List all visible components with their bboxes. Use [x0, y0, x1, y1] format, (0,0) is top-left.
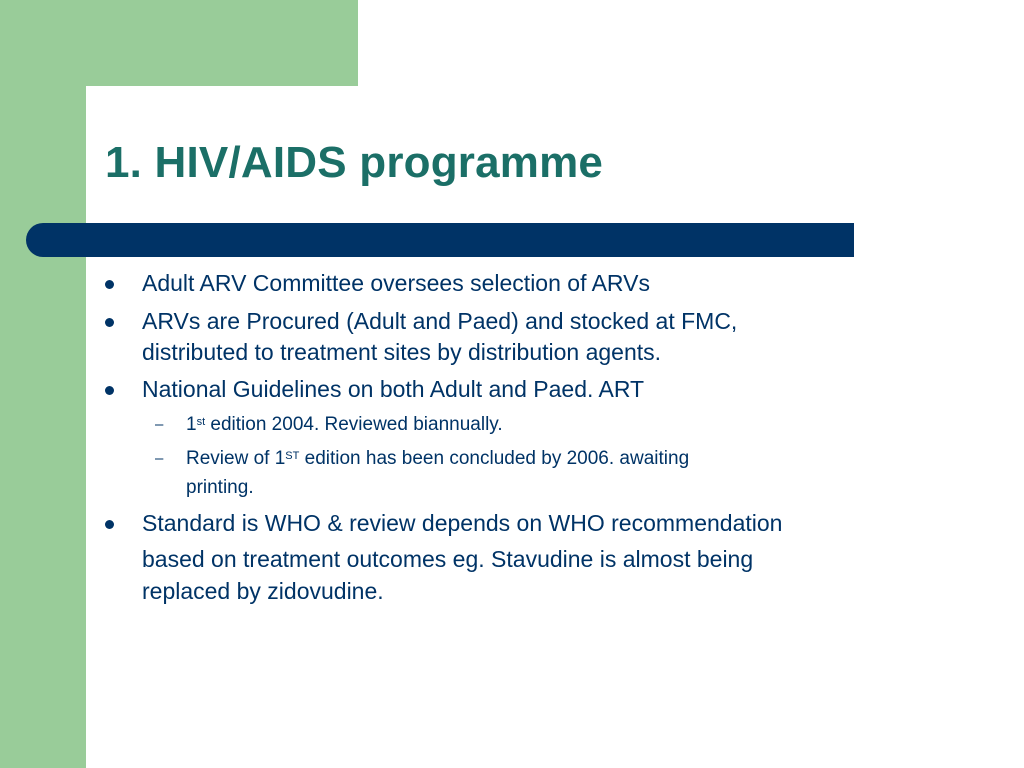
bullet-item	[142, 268, 962, 299]
bullet-text-line: distributed to treatment sites by distribution agents.	[142, 339, 662, 365]
ordinal-superscript: ST	[285, 450, 300, 462]
ordinal-superscript: st	[196, 416, 206, 428]
sub-bullet-text-line	[186, 444, 906, 473]
dash-icon: –	[155, 416, 164, 433]
dash-icon: –	[155, 450, 164, 467]
bullet-dot-icon	[105, 318, 114, 327]
bullet-text-line: ARVs are Procured (Adult and Paed) and stocked at FMC,	[142, 308, 738, 334]
bullet-text: National Guidelines on both Adult and Paed. ART	[142, 376, 645, 402]
sub-bullet-text-start: 1	[186, 414, 197, 435]
bullet-item	[142, 306, 962, 368]
bullet-text-line: Standard is WHO & review depends on WHO recommendation	[142, 510, 783, 536]
slide-title: 1. HIV/AIDS programme	[105, 138, 604, 187]
bullet-text-line: based on treatment outcomes eg. Stavudine is almost being	[142, 546, 754, 572]
sub-bullet-text-end: edition has been concluded by 2006. awaiting	[299, 448, 690, 469]
sub-bullet-text-start: Review of 1	[186, 448, 286, 469]
bullet-dot-icon	[105, 520, 114, 529]
bullet-item	[142, 374, 962, 405]
bullet-text: Adult ARV Committee oversees selection of ARVs	[142, 270, 650, 296]
bullet-dot-icon	[105, 386, 114, 395]
sub-bullet-item	[155, 410, 906, 439]
bullet-item	[142, 506, 962, 604]
sub-bullet-text-end: edition 2004. Reviewed biannually.	[205, 414, 503, 435]
sub-bullet-item	[155, 444, 906, 502]
bullet-text-line: replaced by zidovudine.	[142, 578, 384, 604]
bullet-dot-icon	[105, 280, 114, 289]
sub-bullet-text	[186, 414, 503, 435]
sub-bullet-text-line: printing.	[186, 477, 254, 498]
